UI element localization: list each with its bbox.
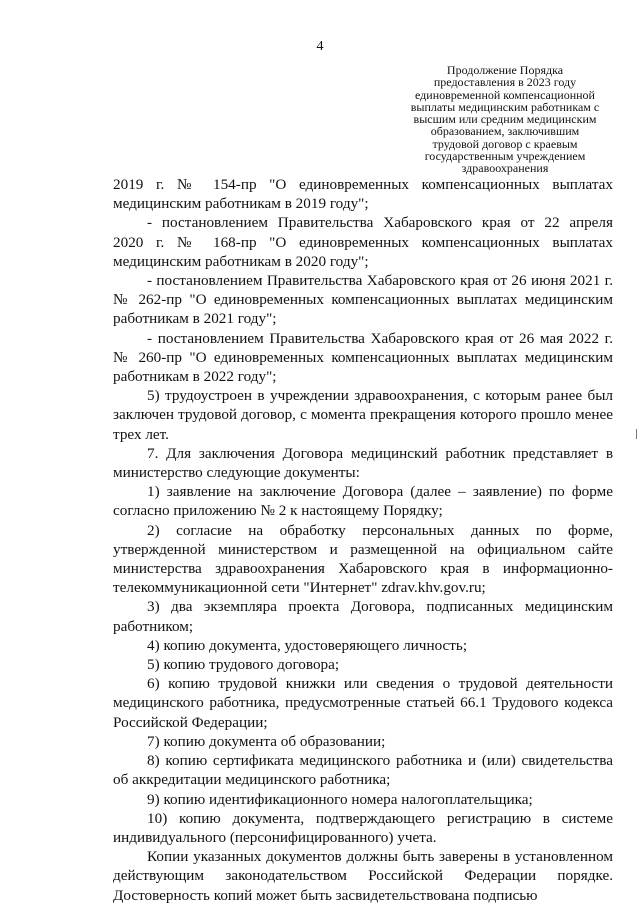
heading-line: здравоохранения — [461, 161, 549, 176]
heading-line: государственным учреждением — [424, 149, 586, 164]
heading-line: единовременной компенсационной — [415, 87, 595, 102]
paragraph-line: - постановлением Правительства Хабаровского края от 22 апреля — [147, 214, 613, 232]
paragraph: 3) два экземпляра проекта Договора, подписанных медицинским работником; — [113, 598, 613, 635]
heading-line: образованием, заключившим — [430, 124, 580, 139]
page-number: 4 — [316, 39, 324, 54]
paragraph: 9) копию идентификационного номера налогоплательщика; — [147, 790, 533, 808]
heading-line: трудовой договор с краевым — [432, 136, 578, 151]
heading-line: предоставления в 2023 году — [433, 75, 577, 90]
heading-line: Продолжение Порядка — [446, 63, 564, 77]
paragraph: - постановлением Правительства Хабаровского края от 26 мая 2022 г. № 260-пр "О единовременных компенсационных выплатах медицинским работникам в 2022 году"; — [113, 329, 613, 386]
paragraph: Копии указанных документов должны быть заверены в установленном действующим законодательством Российской Федерации порядке. Достоверность копий может быть засвидетельствована подписью — [113, 848, 613, 904]
paragraph: 1) заявление на заключение Договора (далее – заявление) по форме согласно приложению № 2 к настоящему Порядку; — [113, 483, 613, 520]
paragraph-line: 2020 г. № 168-пр "О единовременных компенсационных выплатах — [113, 233, 613, 251]
document-body — [113, 175, 613, 905]
paragraph-line: 2019 г. № 154-пр "О единовременных компенсационных выплатах — [113, 176, 613, 193]
paragraph-line: медицинским работникам в 2019 году"; — [113, 195, 369, 213]
paragraph: 7. Для заключения Договора медицинский работник представляет в министерство следующие документы: — [113, 444, 613, 482]
paragraph-line: медицинским работникам в 2020 году"; — [113, 252, 369, 270]
paragraph: 5) копию трудового договора; — [147, 656, 340, 674]
paragraph: 8) копию сертификата медицинского работника и (или) свидетельства об аккредитации медицинского работника; — [113, 752, 613, 789]
paragraph: 2) согласие на обработку персональных данных по форме, утвержденной министерством и размещенной на официальном сайте министерства здравоохранения Хабаровского края в информационно-телекоммуникационной сети "Интернет" zdrav.khv.gov.ru; — [113, 521, 613, 597]
paragraph: 5) трудоустроен в учреждении здравоохранения, с которым ранее был заключен трудовой договор, с момента прекращения которого прошло менее трех лет. — [113, 387, 613, 443]
paragraph: 6) копию трудовой книжки или сведения о трудовой деятельности медицинского работника, предусмотренные статьей 66.1 Трудового кодекса Российской Федерации; — [113, 675, 613, 731]
paragraph: 10) копию документа, подтверждающего регистрацию в системе индивидуального (персонифицированного) учета. — [113, 809, 613, 846]
heading-line: высшим или средним медицинским — [413, 112, 597, 127]
paragraph: 4) копию документа, удостоверяющего личность; — [147, 636, 468, 654]
heading-line: выплаты медицинским работникам с — [410, 99, 600, 114]
paragraph: - постановлением Правительства Хабаровского края от 26 июня 2021 г. № 262-пр "О единовременных компенсационных выплатах медицинским работникам в 2021 году"; — [113, 272, 613, 328]
document-heading — [400, 64, 610, 175]
paragraph: 7) копию документа об образовании; — [147, 732, 386, 750]
scan-margin-mark — [636, 429, 637, 439]
